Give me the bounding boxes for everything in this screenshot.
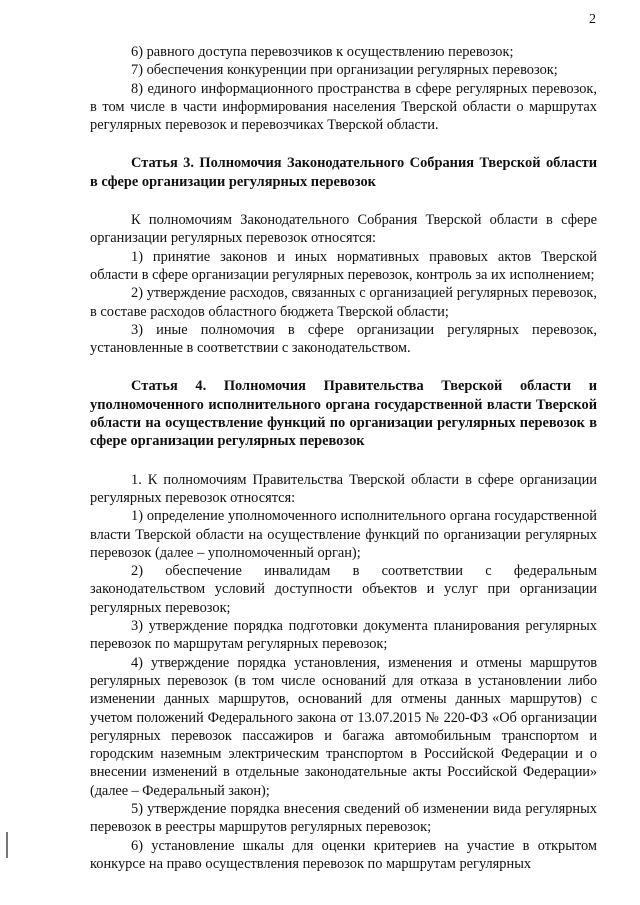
list-item: 3) иные полномочия в сфере организации регулярных перевозок, установленные в соответствии с законодательством. — [90, 321, 597, 357]
document-body — [90, 43, 597, 873]
list-item: 1) принятие законов и иных нормативных правовых актов Тверской области в сфере организации регулярных перевозок, контроль за их исполнением; — [90, 248, 597, 283]
list-item: 4) утверждение порядка установления, изменения и отмены маршрутов регулярных перевозок (в том числе оснований для отказа в установлении либо изменении данных маршрутов, оснований для отмены данных маршрутов) с учетом положений Федерального закона от 13.07.2015 № 220-ФЗ «Об организации регулярных перевозок пассажиров и багажа автомобильным транспортом и городским наземным электрическим транспортом в Российской Федерации и о внесении изменений в отдельные законодательные акты Российской Федерации» (далее – Федеральный закон); — [90, 654, 597, 799]
binding-edge-mark — [6, 832, 8, 858]
page-number: 2 — [589, 12, 596, 27]
list-item: 5) утверждение порядка внесения сведений об изменении вида регулярных перевозок в реестры маршрутов регулярных перевозок; — [90, 800, 597, 836]
article-4-intro: 1. К полномочиям Правительства Тверской области в сфере организации регулярных перевозок относятся: — [90, 471, 597, 506]
list-item: 1) определение уполномоченного исполнительного органа государственной власти Тверской области на осуществление функций по организации регулярных перевозок (далее – уполномоченный орган); — [90, 508, 597, 561]
list-item: 6) равного доступа перевозчиков к осуществлению перевозок; — [131, 44, 514, 60]
list-item: 6) установление шкалы для оценки критериев на участие в открытом конкурсе на право осуществления перевозок по маршрутам регулярных — [90, 837, 597, 872]
article-3-heading: Статья 3. Полномочия Законодательного Собрания Тверской области в сфере организации регулярных перевозок — [90, 155, 597, 190]
article-4-heading: Статья 4. Полномочия Правительства Тверской области и уполномоченного исполнительного органа государственной власти Тверской области на осуществление функций по организации регулярных перевозок в сфере организации регулярных перевозок — [90, 378, 597, 450]
article-3-intro: К полномочиям Законодательного Собрания Тверской области в сфере организации регулярных перевозок относятся: — [90, 212, 597, 247]
list-item: 7) обеспечения конкуренции при организации регулярных перевозок; — [131, 62, 558, 79]
list-item: 2) обеспечение инвалидам в соответствии с федеральным законодательством условий доступности объектов и услуг при организации регулярных перевозок; — [90, 563, 597, 616]
list-item: 8) единого информационного пространства в сфере регулярных перевозок, в том числе в части информирования населения Тверской области о маршрутах регулярных перевозок и перевозчиках Тверской области. — [90, 80, 597, 134]
list-item: 3) утверждение порядка подготовки документа планирования регулярных перевозок по маршрутам регулярных перевозок; — [90, 618, 597, 653]
list-item: 2) утверждение расходов, связанных с организацией регулярных перевозок, в составе расходов областного бюджета Тверской области; — [90, 285, 597, 320]
